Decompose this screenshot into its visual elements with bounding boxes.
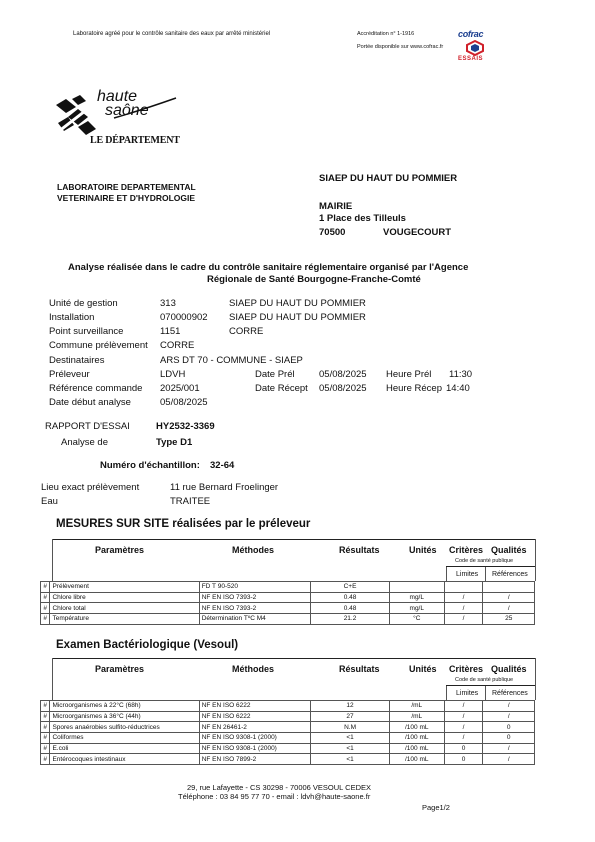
echantillon-value: 32-64: [210, 460, 235, 471]
lieu-label: Lieu exact prélèvement: [41, 482, 140, 493]
unite-label: Unité de gestion: [49, 298, 118, 309]
heure-recept-value: 14:40: [446, 383, 470, 394]
cell-unit: /100 mL: [389, 743, 444, 754]
s1-col-parametres: Paramètres: [95, 545, 145, 555]
cell-unit: [389, 582, 444, 593]
dest-label: Destinataires: [49, 355, 105, 366]
cell-method: NF EN ISO 7393-2: [199, 592, 310, 603]
accreditation-text: Accréditation n° 1-1916: [357, 31, 415, 37]
table-row: [41, 733, 535, 744]
heure-recept-label: Heure Récep: [386, 383, 442, 394]
installation-code: 070000902: [160, 312, 208, 323]
s1-col-criteres: Critères: [449, 545, 484, 555]
cell-unit: mg/L: [389, 592, 444, 603]
unite-name: SIAEP DU HAUT DU POMMIER: [229, 298, 366, 309]
cell-method: NF EN ISO 7393-2: [199, 603, 310, 614]
commune-label: Commune prélèvement: [49, 340, 148, 351]
cell-ref: 0: [483, 733, 535, 744]
date-recept-label: Date Récept: [255, 383, 308, 394]
table-row: [41, 722, 535, 733]
s2-col-resultats: Résultats: [339, 664, 380, 674]
date-debut-value: 05/08/2025: [160, 397, 208, 408]
footer-page: Page1/2: [422, 803, 450, 812]
table-row: [41, 711, 535, 722]
cell-limit: 0: [444, 754, 483, 765]
intro-line2: Régionale de Santé Bourgogne-Franche-Comté: [207, 274, 421, 285]
cell-limit: /: [444, 614, 483, 625]
cell-method: Détermination TºC M4: [199, 614, 310, 625]
echantillon-label: Numéro d'échantillon:: [100, 460, 200, 471]
cell-result: <1: [311, 754, 390, 765]
s2-col-parametres: Paramètres: [95, 664, 145, 674]
cell-ref: /: [483, 603, 535, 614]
table-row: [41, 701, 535, 712]
eau-label: Eau: [41, 496, 58, 507]
table-row: [41, 614, 535, 625]
cell-mark: #: [41, 701, 50, 712]
s2-col-references: Références: [492, 690, 528, 697]
cell-result: C+E: [311, 582, 390, 593]
cell-result: 12: [311, 701, 390, 712]
footer-phone: Téléphone : 03 84 95 77 70 - email : ldvh@haute-saone.fr: [178, 792, 371, 801]
haute-saone-logo: [52, 88, 182, 148]
cell-mark: #: [41, 743, 50, 754]
cell-param: Entérocoques intestinaux: [50, 754, 199, 765]
ref-label: Référence commande: [49, 383, 143, 394]
cell-mark: #: [41, 711, 50, 722]
footer-address: 29, rue Lafayette - CS 30298 - 70006 VESOUL CEDEX: [187, 783, 371, 792]
cell-limit: /: [444, 592, 483, 603]
cell-mark: #: [41, 592, 50, 603]
table-row: [41, 582, 535, 593]
cell-param: Prélèvement: [50, 582, 199, 593]
table-row: [41, 754, 535, 765]
recipient-line2: 1 Place des Tilleuls: [319, 213, 406, 224]
ref-value: 2025/001: [160, 383, 200, 394]
s1-col-references: Références: [492, 571, 528, 578]
preleveur-value: LDVH: [160, 369, 186, 380]
cell-result: 0.48: [311, 603, 390, 614]
cell-result: <1: [311, 733, 390, 744]
s2-code-sante: Code de santé publique: [455, 677, 514, 683]
rapport-label: RAPPORT D'ESSAI: [45, 421, 130, 432]
cell-mark: #: [41, 614, 50, 625]
s2-col-qualites: Qualités: [491, 664, 527, 674]
cell-param: Microorganismes à 22°C (68h): [50, 701, 199, 712]
cell-mark: #: [41, 733, 50, 744]
cell-ref: /: [483, 754, 535, 765]
lab-agreement-text: Laboratoire agréé pour le contrôle sanitaire des eaux par arrêté ministériel: [73, 31, 271, 37]
s1-col-resultats: Résultats: [339, 545, 380, 555]
cell-param: E.coli: [50, 743, 199, 754]
cell-limit: /: [444, 711, 483, 722]
cell-mark: #: [41, 582, 50, 593]
cell-mark: #: [41, 722, 50, 733]
cell-ref: 0: [483, 722, 535, 733]
s1-col-methodes: Méthodes: [232, 545, 275, 555]
cell-unit: /100 mL: [389, 733, 444, 744]
commune-value: CORRE: [160, 340, 195, 351]
point-code: 1151: [160, 326, 181, 337]
cofrac-logo-text: cofrac: [458, 29, 484, 39]
dest-value: ARS DT 70 - COMMUNE - SIAEP: [160, 355, 303, 366]
date-debut-label: Date début analyse: [49, 397, 131, 408]
section1-title: MESURES SUR SITE réalisées par le préleveur: [56, 518, 311, 530]
unite-code: 313: [160, 298, 176, 309]
eau-value: TRAITEE: [170, 496, 211, 507]
section2-title: Examen Bactériologique (Vesoul): [56, 639, 239, 651]
s1-col-limites: Limites: [456, 571, 479, 578]
cell-ref: /: [483, 743, 535, 754]
logo-departement: LE DÉPARTEMENT: [90, 135, 180, 146]
section1-table: [40, 581, 535, 625]
cell-limit: /: [444, 722, 483, 733]
analyse-label: Analyse de: [61, 437, 109, 448]
recipient-name: SIAEP DU HAUT DU POMMIER: [319, 173, 458, 184]
cell-limit: 0: [444, 743, 483, 754]
cell-method: NF EN ISO 9308-1 (2000): [199, 733, 310, 744]
cell-param: Chlore libre: [50, 592, 199, 603]
heure-prel-value: 11:30: [449, 369, 473, 380]
cell-ref: /: [483, 592, 535, 603]
intro-line1: Analyse réalisée dans le cadre du contrôle sanitaire réglementaire organisé par l'Agence: [68, 262, 469, 273]
cell-method: NF EN ISO 7899-2: [199, 754, 310, 765]
section2-table: [40, 700, 535, 765]
cell-limit: /: [444, 733, 483, 744]
preleveur-label: Préleveur: [49, 369, 90, 380]
cell-unit: °C: [389, 614, 444, 625]
analyse-value: Type D1: [156, 437, 193, 448]
cell-method: NF EN ISO 6222: [199, 701, 310, 712]
s2-col-limites: Limites: [456, 690, 479, 697]
cofrac-essais-text: ESSAIS: [458, 56, 484, 62]
s2-col-criteres: Critères: [449, 664, 484, 674]
heure-prel-label: Heure Prél: [386, 369, 432, 380]
installation-name: SIAEP DU HAUT DU POMMIER: [229, 312, 366, 323]
cell-mark: #: [41, 603, 50, 614]
cell-method: NF EN 26461-2: [199, 722, 310, 733]
cell-method: NF EN ISO 6222: [199, 711, 310, 722]
s1-col-qualites: Qualités: [491, 545, 527, 555]
s2-col-unites: Unités: [409, 664, 437, 674]
cell-unit: /100 mL: [389, 754, 444, 765]
date-prel-value: 05/08/2025: [319, 369, 367, 380]
cell-ref: [483, 582, 535, 593]
recipient-city: VOUGECOURT: [383, 227, 452, 238]
cofrac-logo: [458, 29, 492, 73]
cell-result: N.M: [311, 722, 390, 733]
cell-mark: #: [41, 754, 50, 765]
cell-limit: /: [444, 603, 483, 614]
cell-result: 21.2: [311, 614, 390, 625]
cell-unit: /100 mL: [389, 722, 444, 733]
cell-result: <1: [311, 743, 390, 754]
cell-param: Coliformes: [50, 733, 199, 744]
recipient-postcode: 70500: [319, 227, 346, 238]
s2-col-methodes: Méthodes: [232, 664, 275, 674]
haute-saone-emblem-icon: [52, 95, 100, 139]
s1-col-unites: Unités: [409, 545, 437, 555]
cell-param: Température: [50, 614, 199, 625]
cell-unit: mg/L: [389, 603, 444, 614]
point-label: Point surveillance: [49, 326, 124, 337]
cofrac-emblem-icon: [463, 40, 487, 56]
recipient-line1: MAIRIE: [319, 201, 353, 212]
cell-ref: /: [483, 711, 535, 722]
cell-result: 0.48: [311, 592, 390, 603]
table-row: [41, 603, 535, 614]
cell-param: Spores anaérobies sulfito-réductrices: [50, 722, 199, 733]
cell-method: FD T 90-520: [199, 582, 310, 593]
table-row: [41, 743, 535, 754]
cell-limit: [444, 582, 483, 593]
cell-method: NF EN ISO 9308-1 (2000): [199, 743, 310, 754]
cell-ref: /: [483, 701, 535, 712]
table-row: [41, 592, 535, 603]
cell-ref: 25: [483, 614, 535, 625]
portee-text: Portée disponible sur www.cofrac.fr: [357, 44, 444, 50]
cell-limit: /: [444, 701, 483, 712]
cell-param: Microorganismes à 36°C (44h): [50, 711, 199, 722]
cell-unit: /mL: [389, 701, 444, 712]
installation-label: Installation: [49, 312, 95, 323]
s1-code-sante: Code de santé publique: [455, 558, 514, 564]
lab-name-line2: VETERINAIRE ET D'HYDROLOGIE: [57, 193, 196, 203]
cell-result: 27: [311, 711, 390, 722]
rapport-value: HY2532-3369: [156, 421, 215, 432]
lab-name-line1: LABORATOIRE DEPARTEMENTAL: [57, 182, 196, 192]
logo-swoosh-icon: [112, 96, 178, 122]
date-recept-value: 05/08/2025: [319, 383, 367, 394]
logo-saone: saône: [105, 102, 149, 119]
logo-haute: haute: [97, 88, 138, 105]
point-name: CORRE: [229, 326, 264, 337]
lieu-value: 11 rue Bernard Froelinger: [170, 482, 279, 493]
date-prel-label: Date Prél: [255, 369, 295, 380]
cell-param: Chlore total: [50, 603, 199, 614]
cell-unit: /mL: [389, 711, 444, 722]
